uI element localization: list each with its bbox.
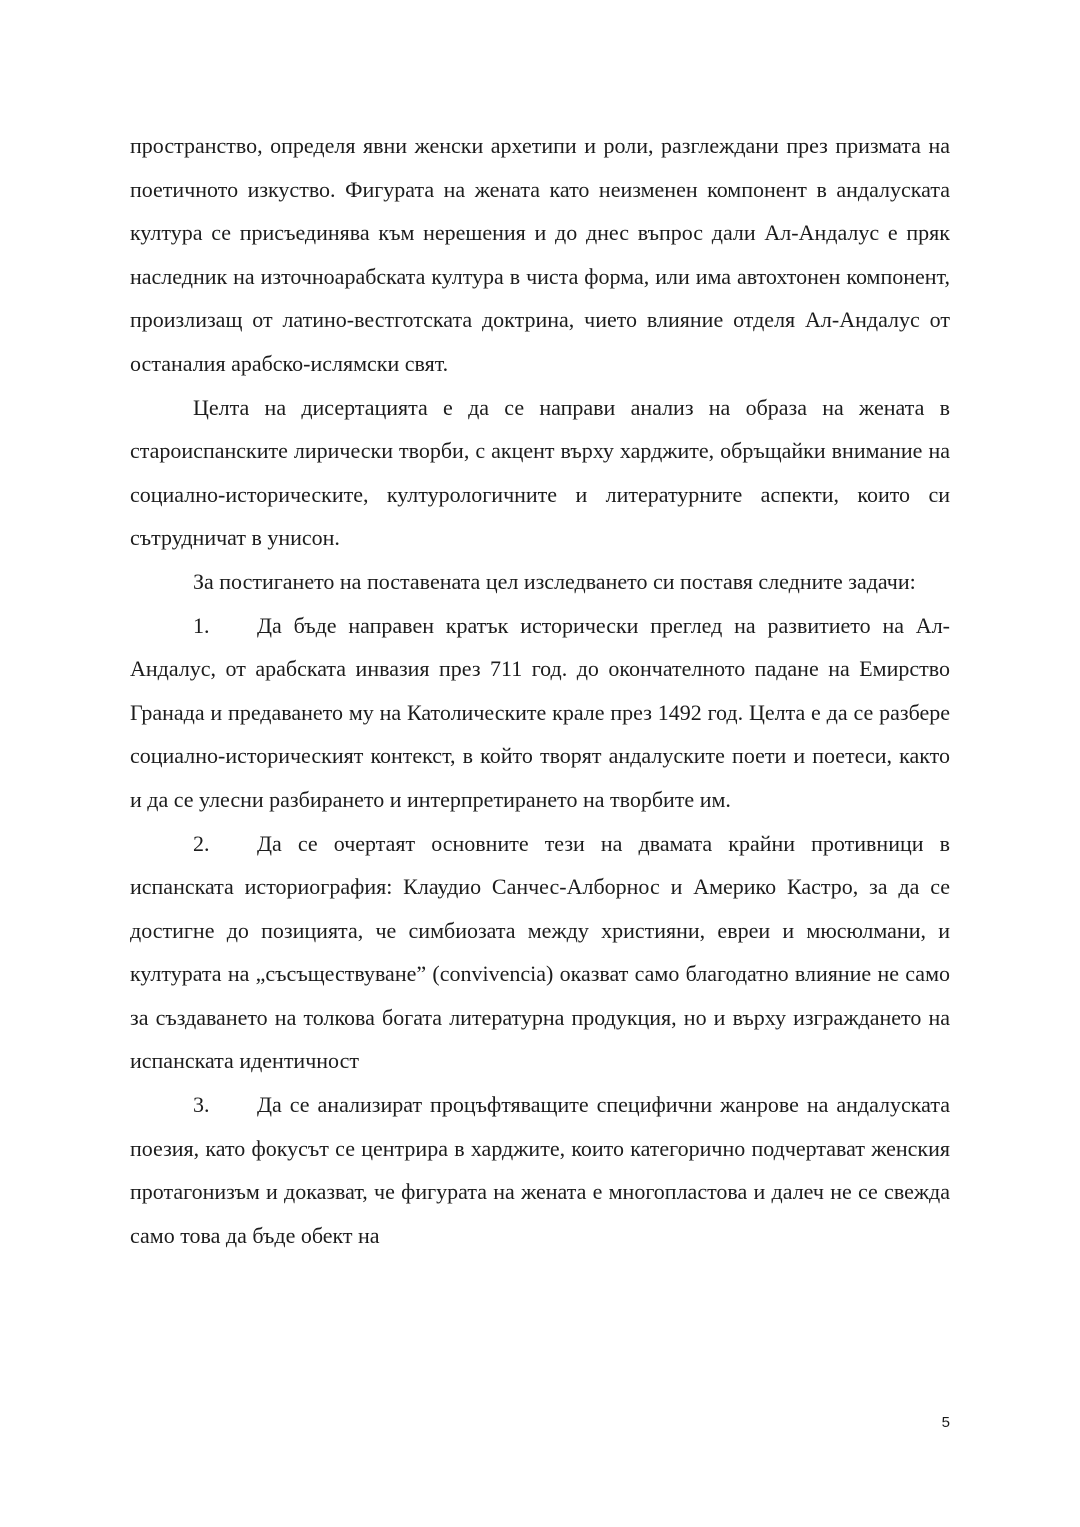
task-text: Да се очертаят основните тези на двамата крайни противници в испанската историография: Клаудио Санчес-Алборнос и Америко Кастро, за да се достигне до позицията, че симбиозата между християни, евреи и мюсюлмани, и културата на „съсъществуване” (convivencia) оказват само благодатно влияние не само за създаването на толкова богата литературна продукция, но и върху изграждането на испанската идентичност: [130, 830, 950, 1074]
task-item-3: [130, 1083, 950, 1257]
document-body: [130, 124, 950, 1257]
task-item-1: [130, 604, 950, 822]
paragraph-intro: пространство, определя явни женски архетипи и роли, разглеждани през призмата на поетичното изкуство. Фигурата на жената като неизменен компонент в андалуската култура се присъединява към нерешения и до днес въпрос дали Ал-Андалус е пряк наследник на източноарабската култура в чиста форма, или има автохтонен компонент, произлизащ от латино-вестготската доктрина, чието влияние отделя Ал-Андалус от останалия арабско-ислямски свят.: [130, 133, 950, 376]
task-text: Да се анализират процъфтяващите специфични жанрове на андалуската поезия, като фокусът се центрира в харджите, които категорично подчертават женския протагонизъм и доказват, че фигурата на жената е многопластова и далеч не се свежда само това да бъде обект на: [130, 1092, 950, 1248]
task-number: 1.: [193, 612, 210, 638]
task-number: 3.: [193, 1092, 210, 1118]
task-item-2: [130, 822, 950, 1084]
task-number: 2.: [193, 830, 210, 856]
paragraph-aim: Целта на дисертацията е да се направи анализ на образа на жената в староиспанските лирически творби, с акцент върху харджите, обръщайки внимание на социално-историческите, културологичните и литературните аспекти, които си сътрудничат в унисон.: [130, 394, 950, 551]
task-text: Да бъде направен кратък исторически преглед на развитието на Ал-Андалус, от арабската инвазия през 711 год. до окончателното падане на Емирство Гранада и предаването му на Католическите крале през 1492 год. Целта е да се разбере социално-историческият контекст, в който творят андалуските поети и поетеси, както и да се улесни разбирането и интерпретирането на творбите им.: [130, 612, 950, 812]
page-number: 5: [941, 1414, 950, 1431]
paragraph-tasks-intro: За постигането на поставената цел изследването си поставя следните задачи:: [193, 568, 916, 594]
